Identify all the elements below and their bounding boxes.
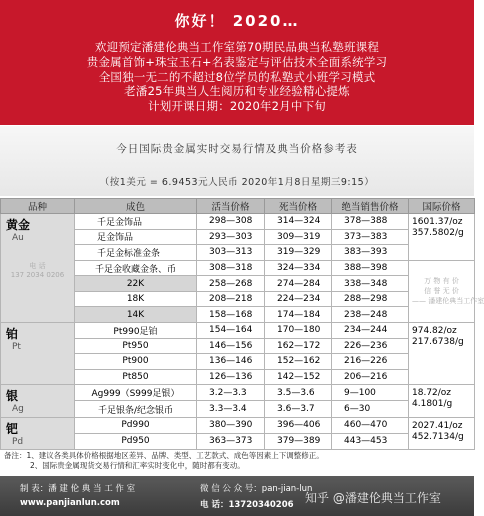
- sale-price-cell: 288—298: [332, 291, 409, 307]
- col-header-live-price: 活当价格: [197, 199, 265, 214]
- purity-cell: Pd990: [75, 417, 197, 433]
- phone-number: 电 话：13720340206: [200, 500, 294, 510]
- dead-price-cell: 170—180: [265, 323, 332, 339]
- live-price-cell: 146—156: [197, 338, 265, 354]
- website-link[interactable]: www.panjianlun.com: [20, 498, 120, 508]
- dead-price-cell: 379—389: [265, 433, 332, 449]
- purity-cell: 14K: [75, 307, 197, 323]
- intl-price-oz: 974.82/oz: [412, 326, 457, 337]
- intl-price-silver: [409, 385, 475, 417]
- table-row: [1, 323, 475, 339]
- intro-line: 全国独一无二的不超过8位学员的私塾式小班学习模式: [98, 69, 376, 84]
- sale-price-cell: 9—100: [332, 385, 409, 401]
- dead-price-cell: 314—324: [265, 214, 332, 230]
- live-price-cell: 208—218: [197, 291, 265, 307]
- purity-cell: 千足银条/纪念银币: [75, 401, 197, 417]
- purity-cell: 千足金收藏金条、币: [75, 260, 197, 276]
- exchange-rate-line: （按1美元 = 6.9453元人民币 2020年1月8日星期三9:15）: [99, 177, 375, 188]
- intro-text: [0, 40, 474, 114]
- dead-price-cell: 224—234: [265, 291, 332, 307]
- purity-cell: Pt990足铂: [75, 323, 197, 339]
- price-table: [0, 198, 484, 450]
- dead-price-cell: 174—184: [265, 307, 332, 323]
- intro-line: 计划开课日期：2020年2月中下旬: [148, 99, 326, 114]
- metal-symbol: Pd: [12, 436, 24, 447]
- slogan-line: 信 誉 无 价: [424, 287, 459, 296]
- market-title: 今日国际贵金属实时交易行情及典当价格参考表: [116, 143, 358, 155]
- metal-platinum: [1, 323, 75, 385]
- greeting: 你好！ 2020…: [174, 12, 300, 30]
- sale-price-cell: 373—383: [332, 229, 409, 245]
- live-price-cell: 308—318: [197, 260, 265, 276]
- metal-name: 黄金: [6, 218, 31, 232]
- purity-cell: 千足金标准金条: [75, 245, 197, 261]
- live-price-cell: 363—373: [197, 433, 265, 449]
- dead-price-cell: 324—334: [265, 260, 332, 276]
- live-price-cell: 126—136: [197, 369, 265, 385]
- dead-price-cell: 274—284: [265, 276, 332, 292]
- sale-price-cell: 338—348: [332, 276, 409, 292]
- sale-price-cell: 383—393: [332, 245, 409, 261]
- metal-name: 银: [6, 389, 19, 404]
- intl-price-gold: [409, 214, 475, 261]
- intl-price-oz: 2027.41/oz: [412, 420, 463, 431]
- intl-price-g: 217.6738/g: [412, 337, 464, 348]
- metal-name: 钯: [6, 421, 19, 436]
- purity-cell: 足金饰品: [75, 229, 197, 245]
- dead-price-cell: 162—172: [265, 338, 332, 354]
- sale-price-cell: 388—398: [332, 260, 409, 276]
- sale-price-cell: 226—236: [332, 338, 409, 354]
- slogan-line: 万 物 有 价: [424, 277, 459, 286]
- note-text: 1、建议各类具体价格根据地区差异、品牌、类型、工艺款式、成色等因素上下调整修正。: [26, 451, 324, 460]
- dead-price-cell: 319—329: [265, 245, 332, 261]
- intl-price-oz: 18.72/oz: [412, 388, 452, 399]
- col-header-dead-price: 死当价格: [265, 199, 332, 214]
- intl-price-g: 452.7134/g: [412, 431, 464, 442]
- col-header-purity: 成色: [75, 199, 197, 214]
- watermark-slogan: [409, 260, 484, 322]
- live-price-cell: 303—313: [197, 245, 265, 261]
- table-row: [1, 214, 475, 230]
- metal-palladium: [1, 417, 75, 449]
- live-price-cell: 3.2—3.3: [197, 385, 265, 401]
- metal-symbol: Pt: [12, 342, 21, 353]
- sale-price-cell: 206—216: [332, 369, 409, 385]
- purity-cell: 千足金饰品: [75, 214, 197, 230]
- live-price-cell: 380—390: [197, 417, 265, 433]
- note-line: [4, 451, 474, 461]
- phone-label: 电 话: [29, 262, 46, 270]
- live-price-cell: 3.3—3.4: [197, 401, 265, 417]
- notes: [0, 451, 474, 473]
- metal-gold: [1, 214, 75, 323]
- note-line: 2、国际贵金属现货交易行情和汇率实时变化中，随时都有变动。: [30, 461, 245, 470]
- intl-price-oz: 1601.37/oz: [412, 217, 463, 227]
- live-price-cell: 298—308: [197, 214, 265, 230]
- sale-price-cell: 378—388: [332, 214, 409, 230]
- sale-price-cell: 216—226: [332, 354, 409, 370]
- live-price-cell: 136—146: [197, 354, 265, 370]
- sale-price-cell: 238—248: [332, 307, 409, 323]
- dead-price-cell: 3.6—3.7: [265, 401, 332, 417]
- intro-banner: [0, 0, 474, 125]
- metal-name: 铂: [6, 327, 19, 342]
- dead-price-cell: 142—152: [265, 369, 332, 385]
- dead-price-cell: 3.5—3.6: [265, 385, 332, 401]
- live-price-cell: 293—303: [197, 229, 265, 245]
- purity-cell: Pd950: [75, 433, 197, 449]
- dead-price-cell: 309—319: [265, 229, 332, 245]
- live-price-cell: 258—268: [197, 276, 265, 292]
- col-header-variety: 品种: [1, 199, 75, 214]
- market-header: [0, 126, 474, 196]
- wechat-account: 微 信 公 众 号：pan-jian-lun: [200, 484, 313, 494]
- col-header-sale-price: 绝当销售价格: [332, 199, 409, 214]
- zhihu-watermark: 知乎 @潘建伦典当工作室: [305, 491, 441, 505]
- phone-number: 137 2034 0206: [10, 271, 65, 279]
- dead-price-cell: 396—406: [265, 417, 332, 433]
- sale-price-cell: 6—30: [332, 401, 409, 417]
- slogan-line: —— 潘建伦典当工作室: [412, 297, 484, 306]
- sale-price-cell: 234—244: [332, 323, 409, 339]
- sale-price-cell: 443—453: [332, 433, 409, 449]
- table-row: [1, 417, 475, 433]
- purity-cell: Pt950: [75, 338, 197, 354]
- purity-cell: Ag999（S999足银）: [75, 385, 197, 401]
- col-header-intl-price: 国际价格: [409, 199, 475, 214]
- purity-cell: 18K: [75, 291, 197, 307]
- dead-price-cell: 152—162: [265, 354, 332, 370]
- intl-price-g: 357.5802/g: [412, 228, 464, 238]
- table-row: [1, 385, 475, 401]
- footer: [0, 476, 474, 516]
- live-price-cell: 158—168: [197, 307, 265, 323]
- purity-cell: Pt900: [75, 354, 197, 370]
- made-by: 制 表：潘 建 伦 典 当 工 作 室: [20, 484, 136, 494]
- intro-line: 欢迎预定潘建伦典当工作室第70期民品典当私塾班课程: [94, 40, 380, 54]
- metal-symbol: Ag: [12, 404, 24, 415]
- sale-price-cell: 460—470: [332, 417, 409, 433]
- intl-price-g: 4.1801/g: [412, 399, 453, 410]
- metal-symbol: Au: [12, 233, 24, 243]
- intro-line: 贵金属首饰+珠宝玉石+名表鉴定与评估技术全面系统学习: [86, 54, 388, 69]
- live-price-cell: 154—164: [197, 323, 265, 339]
- purity-cell: 22K: [75, 276, 197, 292]
- metal-silver: [1, 385, 75, 417]
- intl-price-palladium: [409, 417, 475, 449]
- notes-label: 备注：: [4, 451, 27, 460]
- table-header-row: [1, 199, 475, 214]
- intro-line: 老潘25年典当人生阅历和专业经验精心提炼: [124, 84, 350, 99]
- intl-price-platinum: [409, 323, 475, 385]
- purity-cell: Pt850: [75, 369, 197, 385]
